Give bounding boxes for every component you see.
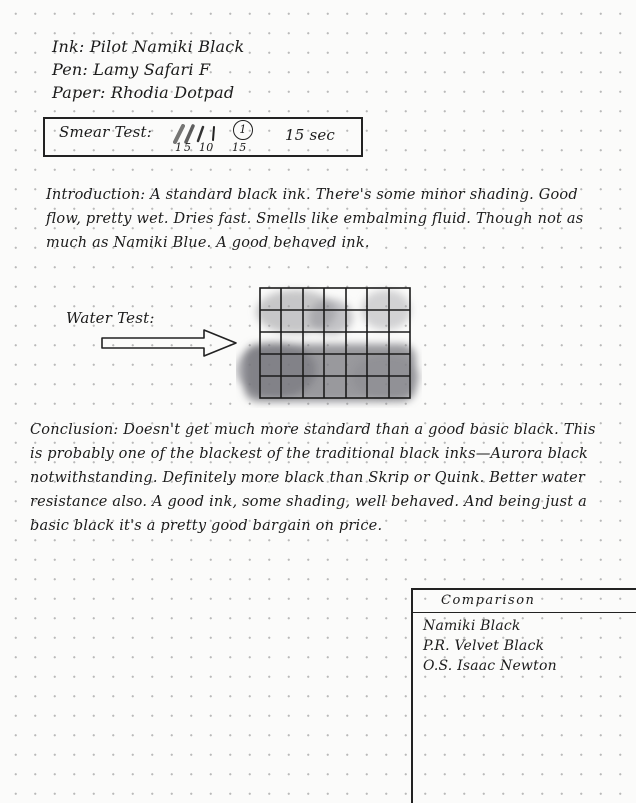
circled-mark: 1	[233, 120, 253, 140]
conclusion-text: Conclusion: Doesn't get much more standard than a good basic black. This is probably one of the blackest of the traditional black inks—Aurora black notwithstanding. Definitely more black than Skrip or Quink. Better water resistance also. A good ink, some shading, well behaved. And being just a basic black it's a pretty good bargain on price.	[30, 422, 596, 534]
comparison-box	[411, 588, 636, 803]
water-test-label: Water Test:	[66, 309, 155, 327]
smear-mark-10: 10	[199, 141, 214, 154]
pen-line: Pen: Lamy Safari F	[52, 60, 211, 79]
smear-mark-15: 15	[232, 141, 247, 154]
comparison-list	[413, 613, 636, 676]
paper-line: Paper: Rhodia Dotpad	[52, 83, 235, 102]
ink-wash	[236, 290, 420, 402]
ink-line: Ink: Pilot Namiki Black	[52, 37, 245, 56]
comparison-title: Comparison	[413, 590, 636, 613]
arrow-right-icon	[100, 326, 240, 360]
smear-test-label: Smear Test:	[59, 123, 152, 141]
water-test-grid	[236, 282, 422, 408]
comparison-item: Namiki Black	[423, 618, 521, 634]
comparison-item: O.S. Isaac Newton	[423, 658, 557, 674]
smear-mark-1: 1	[175, 141, 183, 154]
smear-time: 15 sec	[285, 126, 336, 144]
smear-mark-5: 5	[184, 141, 192, 154]
introduction-text: Introduction: A standard black ink. There's some minor shading. Good flow, pretty wet. Dries fast. Smells like embalming fluid. Though not as much as Namiki Blue. A good behaved ink.	[46, 187, 584, 251]
smear-test-box	[43, 117, 363, 157]
comparison-item: P.R. Velvet Black	[423, 638, 545, 654]
